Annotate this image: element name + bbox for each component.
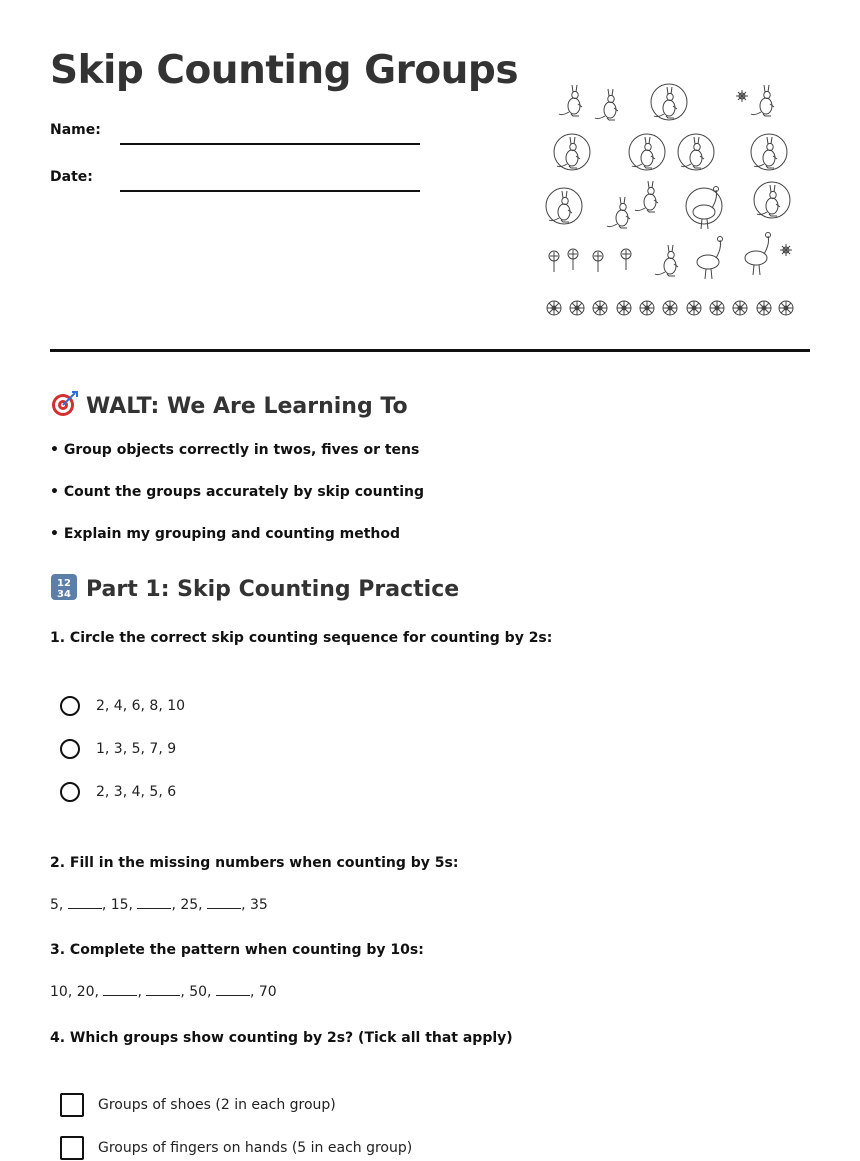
q4-option[interactable] [60,1092,336,1118]
question-2: 2. Fill in the missing numbers when counting by 5s: [50,855,459,871]
kangaroo-icon [607,197,630,228]
kangaroo-icon [557,137,580,168]
answer-blank[interactable] [137,897,171,909]
q1-option-label: 1, 3, 5, 7, 9 [96,741,177,757]
part1-heading [50,573,459,607]
walt-heading-text: WALT: We Are Learning To [86,394,408,419]
header-divider [50,349,810,352]
page-title: Skip Counting Groups [50,48,519,93]
emu-icon [745,233,771,276]
kangaroo-icon [754,137,777,168]
q1-option-label: 2, 4, 6, 8, 10 [96,698,186,714]
svg-text:34: 34 [57,589,71,600]
tree-icon [568,249,578,270]
date-label: Date: [50,169,93,185]
daisy-icon [733,301,747,315]
radio-circle[interactable] [60,739,80,759]
q3-part: , 50, [180,984,212,1000]
kangaroo-icon [654,87,677,118]
answer-blank[interactable] [207,897,241,909]
walt-item: • Group objects correctly in twos, fives or tens [50,442,420,458]
part1-heading-text: Part 1: Skip Counting Practice [86,577,460,602]
walt-item: • Explain my grouping and counting method [50,526,400,542]
kangaroo-icon [559,85,582,116]
q1-option[interactable] [60,779,176,805]
daisy-icon [687,301,701,315]
tree-icon [621,249,631,270]
daisy-icon [663,301,677,315]
tree-icon [593,251,603,272]
q1-option[interactable] [60,693,185,719]
walt-item: • Count the groups accurately by skip counting [50,484,425,500]
svg-text:12: 12 [57,578,71,589]
q3-part: 10, 20, [50,984,99,1000]
kangaroo-icon [632,137,655,168]
flower-icon [780,244,792,256]
checkbox[interactable] [60,1093,84,1117]
flower-icon [736,90,748,102]
q1-option[interactable] [60,736,176,762]
tree-icon [549,251,559,272]
daisy-icon [710,301,724,315]
kangaroo-icon [549,191,572,222]
q3-part: , 70 [249,984,277,1000]
q3-part: , [137,984,142,1000]
question-4: 4. Which groups show counting by 2s? (Tick all that apply) [50,1030,513,1046]
q2-part: 5, [50,897,64,913]
radio-circle[interactable] [60,696,80,716]
emu-icon [697,237,723,280]
q2-part: , 25, [171,897,203,913]
kangaroo-icon [681,137,704,168]
daisy-icon [617,301,631,315]
answer-blank[interactable] [146,984,180,996]
kangaroo-icon [757,185,780,216]
q4-option-label: Groups of fingers on hands (5 in each group) [98,1140,413,1156]
question-3: 3. Complete the pattern when counting by 10s: [50,942,424,958]
name-field[interactable] [120,143,420,145]
name-label: Name: [50,122,101,138]
answer-blank[interactable] [103,984,137,996]
q4-option[interactable] [60,1135,412,1161]
q2-part: , 35 [241,897,268,913]
kangaroo-icon [751,85,774,116]
q4-option-label: Groups of shoes (2 in each group) [98,1097,336,1113]
kangaroo-icon [655,245,678,276]
answer-blank[interactable] [68,897,102,909]
daisy-icon [570,301,584,315]
walt-heading [50,390,408,424]
kangaroo-icon [595,89,618,120]
numbers-1234-icon [50,573,78,607]
question-1: 1. Circle the correct skip counting sequence for counting by 2s: [50,630,553,646]
date-field[interactable] [120,190,420,192]
daisy-icon [757,301,771,315]
radio-circle[interactable] [60,782,80,802]
target-dart-icon [50,390,78,424]
daisy-icon [547,301,561,315]
answer-blank[interactable] [216,984,250,996]
q2-sequence [50,897,268,913]
q2-part: , 15, [101,897,133,913]
daisy-icon [593,301,607,315]
daisy-icon [640,301,654,315]
q3-sequence [50,984,277,1000]
q1-option-label: 2, 3, 4, 5, 6 [96,784,177,800]
australian-animals-illustration [538,74,800,326]
checkbox[interactable] [60,1136,84,1160]
kangaroo-icon [635,181,658,212]
daisy-icon [779,301,793,315]
